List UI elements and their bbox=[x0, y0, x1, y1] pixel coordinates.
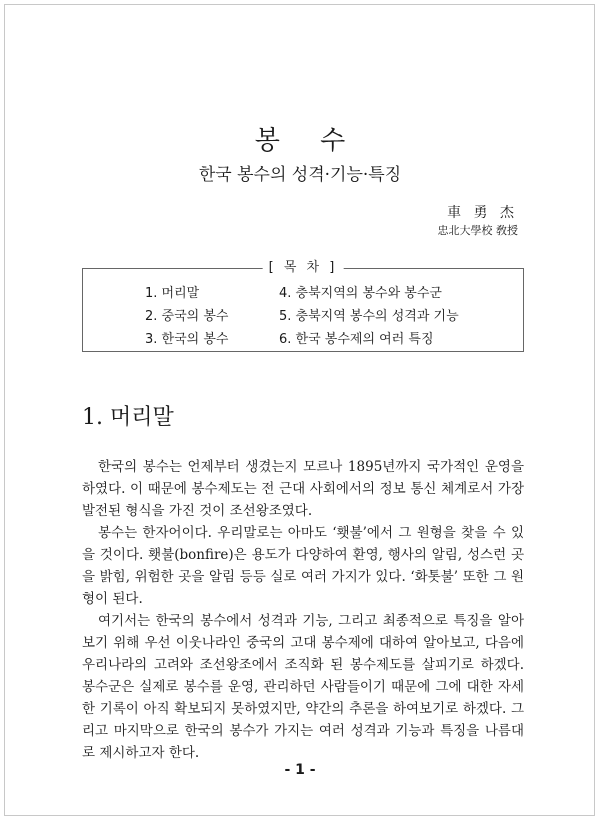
document-subtitle: 한국 봉수의 성격·기능·특징 bbox=[198, 165, 402, 185]
paragraph: 여기서는 한국의 봉수에서 성격과 기능, 그리고 최종적으로 특징을 알아보기 위해 우선 이웃나라인 중국의 고대 봉수제에 대하여 알아보고, 다음에 우리나라의 고려와 조선왕조에서 조직화 된 봉수제도를 살피기로 하겠다. 봉수군은 실제로 봉수를 운영, 관리하던 사람들이기 때문에 그에 대한 자세한 기록이 아직 확보되지 못하였지만, 약간의 추론을 하여보기로 하겠다. 그리고 마지막으로 한국의 봉수가 가지는 여러 성격과 기능과 특징을 나름대로 제시하고자 한다. bbox=[82, 613, 524, 761]
toc-heading: [ 목 차 ] bbox=[263, 259, 344, 277]
toc-item: 1. 머리말 bbox=[145, 286, 200, 301]
body-text bbox=[82, 456, 524, 764]
toc-item: 2. 중국의 봉수 bbox=[145, 309, 229, 324]
page-number: - 1 - bbox=[284, 762, 316, 778]
paragraph: 한국의 봉수는 언제부터 생겼는지 모르나 1895년까지 국가적인 운영을 하였다. 이 때문에 봉수제도는 전 근대 사회에서의 정보 통신 체계로서 가장 발전된 형식을 가진 것이 조선왕조였다. bbox=[82, 459, 524, 519]
table-of-contents bbox=[82, 260, 524, 352]
toc-item: 6. 한국 봉수제의 여러 특징 bbox=[279, 332, 434, 347]
paragraph: 봉수는 한자어이다. 우리말로는 아마도 ‘횃불’에서 그 원형을 찾을 수 있을 것이다. 횃불(bonfire)은 용도가 다양하여 환영, 행사의 알림, 성스런 곳을 밝힘, 위험한 곳을 알림 등등 실로 여러 가지가 있다. ‘화톳불’ 또한 그 원형이 된다. bbox=[82, 525, 524, 607]
toc-item: 3. 한국의 봉수 bbox=[145, 332, 229, 347]
toc-item: 4. 충북지역의 봉수와 봉수군 bbox=[279, 286, 442, 301]
toc-item: 5. 충북지역 봉수의 성격과 기능 bbox=[279, 309, 459, 324]
section-heading: 1. 머리말 bbox=[82, 405, 174, 430]
document-title: 봉 수 bbox=[254, 126, 362, 156]
author-affiliation: 忠北大學校 敎授 bbox=[437, 224, 518, 237]
author-name: 車 勇 杰 bbox=[447, 205, 518, 221]
